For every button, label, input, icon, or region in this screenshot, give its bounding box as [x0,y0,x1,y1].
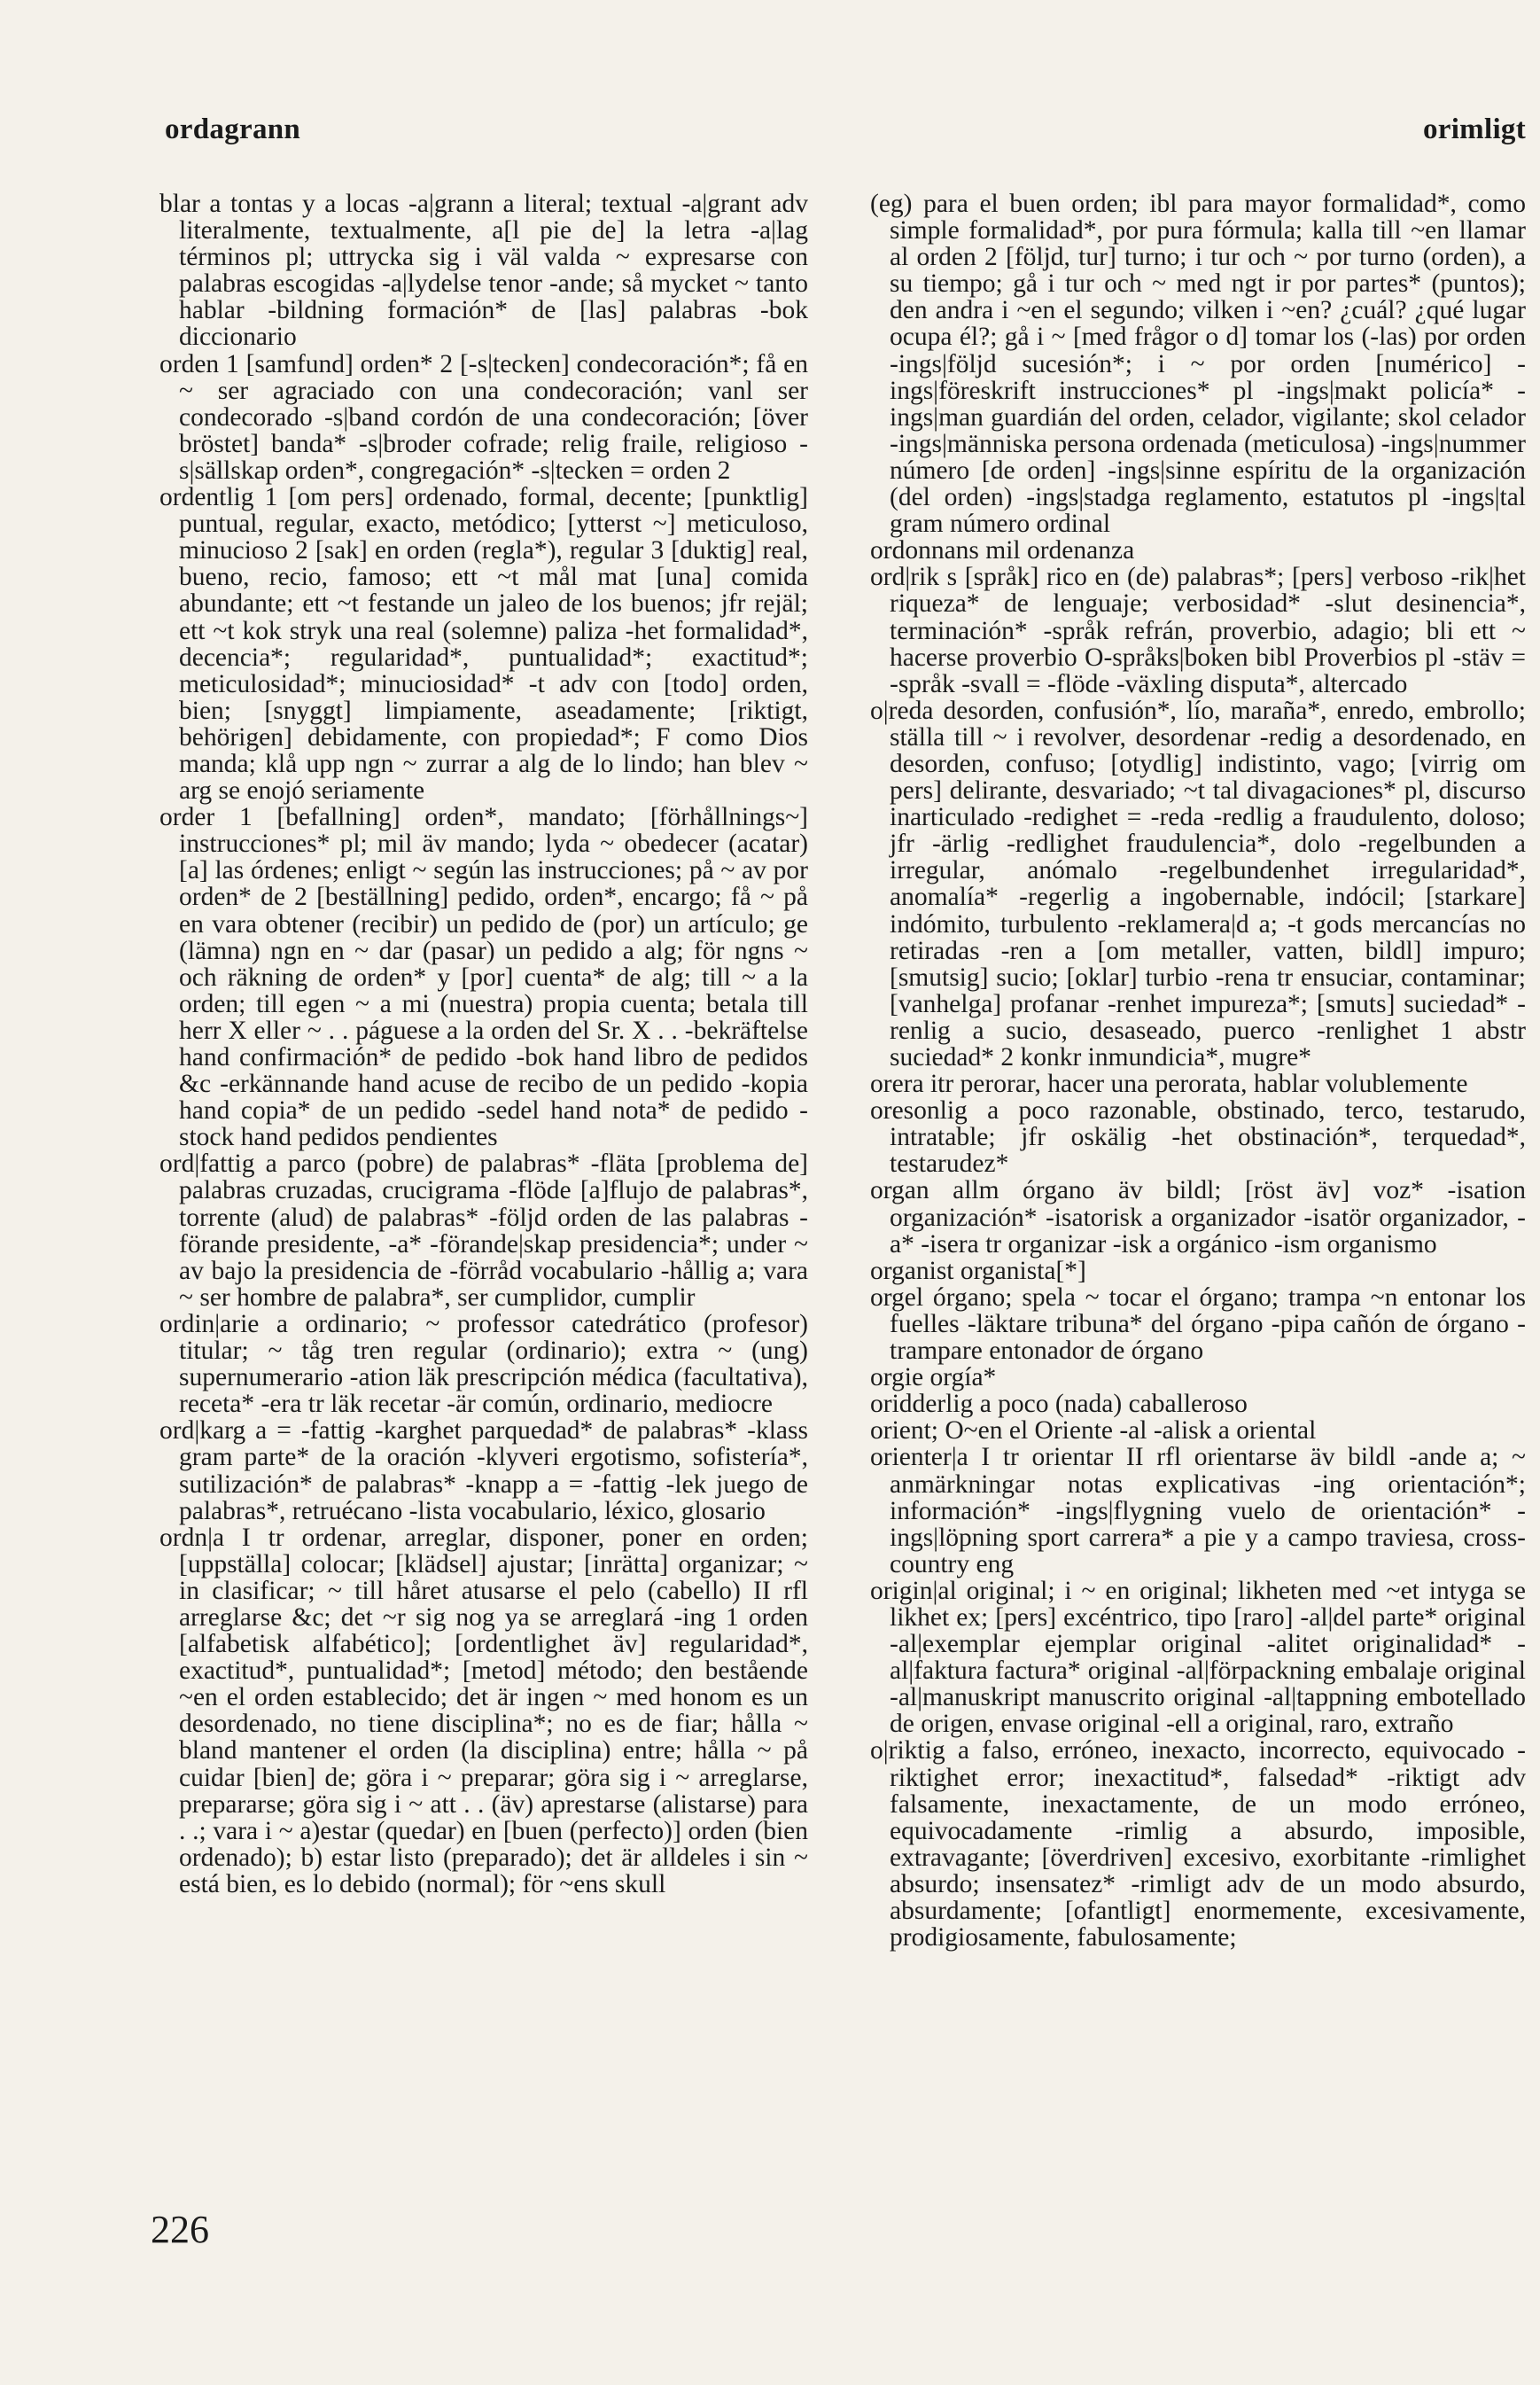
dictionary-entry: ordin|arie a ordinario; ~ professor catedrático (profesor) titular; ~ tåg tren regular (ordinario); extra ~ (ung) supernumerario -ation läk prescripción médica (facultativa), receta* -era tr läk recetar -är común, ordinario, mediocre [159,1309,808,1419]
dictionary-entry: orera itr perorar, hacer una perorata, hablar volublemente [870,1070,1468,1099]
running-head-left: ordagrann [165,113,301,145]
dictionary-entry: oridderlig a poco (nada) caballeroso [870,1390,1248,1419]
dictionary-entry: organ allm órgano äv bildl; [röst äv] voz* -isation organización* -isatorisk a organizador -isatör organizador, -a* -isera tr organizar -isk a orgánico -ism organismo [870,1176,1526,1259]
dictionary-entry: ordentlig 1 [om pers] ordenado, formal, decente; [punktlig] puntual, regular, exacto, metódico; [ytterst ~] meticuloso, minucioso 2 [sak] en orden (regla*), regular 3 [duktig] real, bueno, recio, famoso; ett ~t mål mat [una] comida abundante; ett ~t festande un jaleo de los buenos; jfr rejäl; ett ~t kok stryk una real (solemne) paliza -het formalidad*, decencia*; regularidad*, puntualidad*; exactitud*; meticulosidad*; minuciosidad* -t adv con [todo] orden, bien; [snyggt] limpiamente, aseadamente; [riktigt, behörigen] debidamente, con propiedad*; F como Dios manda; klå upp ngn ~ zurrar a alg de lo lindo; han blev ~ arg se enojó seriamente [159,483,808,806]
dictionary-entry: order 1 [befallning] orden*, mandato; [förhållnings~] instrucciones* pl; mil äv mando; lyda ~ obedecer (acatar) [a] las órdenes; enligt ~ según las instrucciones; på ~ av por orden* de 2 [beställning] pedido, orden*, encargo; få ~ på en vara obtener (recibir) un pedido de (por) un artículo; ge (lämna) ngn en ~ dar (pasar) un pedido a alg; för ngns ~ och räkning de orden* y [por] cuenta* de alg; till ~ a la orden; till egen ~ a mi (nuestra) propia cuenta; betala till herr X eller ~ . . páguese a la orden del Sr. X . . -bekräftelse hand confirmación* de pedido -bok hand libro de pedidos &c -erkännande hand acuse de recibo de un pedido -kopia hand copia* de un pedido -sedel hand nota* de pedido -stock hand pedidos pendientes [159,803,808,1152]
dictionary-entry: ord|rik s [språk] rico en (de) palabras*; [pers] verboso -rik|het riqueza* de lenguaje; verbosidad* -slut desinencia*, terminación* -språk refrán, proverbio, adagio; bli ett ~ hacerse proverbio O-språks|boken bibl Proverbios pl -stäv = -språk -svall = -flöde -växling disputa*, altercado [870,563,1526,698]
dictionary-entry: blar a tontas y a locas -a|grann a literal; textual -a|grant adv literalmente, textualmente, a[l pie de] la letra -a|lag términos pl; uttrycka sig i väl valda ~ expresarse con palabras escogidas -a|lydelse tenor -ande; så mycket ~ tanto hablar -bildning formación* de [las] palabras -bok diccionario [159,190,808,352]
right-column [870,191,1526,1951]
dictionary-entry: ordn|a I tr ordenar, arreglar, disponer, poner en orden; [uppställa] colocar; [klädsel] ajustar; [inrätta] organizar; ~ in clasificar; ~ till håret atusarse el pelo (cabello) II rfl arreglarse &c; det ~r sig nog ya se arreglará -ing 1 orden [alfabetisk alfabético]; [ordentlighet äv] regularidad*, exactitud*, puntualidad*; [metod] método; den bestående ~en el orden establecido; det är ingen ~ med honom es un desordenado, no tiene disciplina*; no es de fiar; hålla ~ bland mantener el orden (la disciplina) entre; hålla ~ på cuidar [bien] de; göra i ~ preparar; göra sig i ~ arreglarse, prepararse; göra sig i ~ att . . (äv) aprestarse (alistarse) para . .; vara i ~ a)estar (quedar) en [buen (perfecto)] orden (bien ordenado); b) estar listo (preparado); det är alldeles i sin ~ está bien, es lo debido (normal); för ~ens skull [159,1523,808,1898]
left-column [159,191,808,1898]
page-number: 226 [151,2208,209,2251]
dictionary-entry: o|reda desorden, confusión*, lío, maraña*, enredo, embrollo; ställa till ~ i revolver, desordenar -redig a desordenado, en desorden, confuso; [otydlig] indistinto, vago; [virrig om pers] delirante, desvariado; ~t tal divagaciones* pl, discurso inarticulado -redighet = -reda -redlig a fraudulento, doloso; jfr -ärlig -redlighet fraudulencia*, dolo -regelbunden a irregular, anómalo -regelbundenhet irregularidad*, anomalía* -regerlig a ingobernable, indócil; [starkare] indómito, turbulento -reklamera|d a; -t gods mercancías no retiradas -ren a [om metaller, vatten, bildl] impuro; [smutsig] sucio; [oklar] turbio -rena tr ensuciar, contaminar; [vanhelga] profanar -renhet impureza*; [smuts] suciedad* -renlig a sucio, desaseado, puerco -renlighet 1 abstr suciedad* 2 konkr inmundicia*, mugre* [870,696,1526,1072]
dictionary-entry: orgie orgía* [870,1363,997,1392]
dictionary-entry: orgel órgano; spela ~ tocar el órgano; trampa ~n entonar los fuelles -läktare tribuna* del órgano -pipa cañón de órgano -trampare entonador de órgano [870,1282,1526,1366]
dictionary-entry: organist organista[*] [870,1256,1086,1285]
dictionary-entry: orden 1 [samfund] orden* 2 [-s|tecken] condecoración*; få en ~ ser agraciado con una condecoración; vanl ser condecorado -s|band cordón de una condecoración; [över bröstet] banda* -s|broder cofrade; relig fraile, religioso -s|sällskap orden*, congregación* -s|tecken = orden 2 [159,349,808,485]
dictionary-entry: oresonlig a poco razonable, obstinado, terco, testarudo, intratable; jfr oskälig -het obstinación*, terquedad*, testarudez* [870,1096,1526,1179]
dictionary-entry: o|riktig a falso, erróneo, inexacto, incorrecto, equivocado -riktighet error; inexactitud*, falsedad* -riktigt adv falsamente, inexactamente, de un modo erróneo, equivocadamente -rimlig a absurdo, imposible, extravagante; [överdriven] excesivo, exorbitante -rimlighet absurdo; insensatez* -rimligt adv de un modo absurdo, absurdamente; [ofantligt] enormemente, excesivamente, prodigiosamente, fabulosamente; [870,1736,1526,1952]
dictionary-entry: (eg) para el buen orden; ibl para mayor formalidad*, como simple formalidad*, por pura fórmula; kalla till ~en llamar al orden 2 [följd, tur] turno; i tur och ~ por turno (orden), a su tiempo; gå i tur och ~ med ngt ir por partes* (puntos); den andra i ~en el segundo; vilken i ~en? ¿cuál? ¿qué lugar ocupa él?; gå i ~ [med frågor o d] tomar los (-las) por orden -ings|följd sucesión*; i ~ por orden [numérico] -ings|föreskrift instrucciones* pl -ings|makt policía* -ings|man guardián del orden, celador, vigilante; skol celador -ings|människa persona ordenada (meticulosa) -ings|nummer número [de orden] -ings|sinne espíritu de la organización (del orden) -ings|stadga reglamento, estatutos pl -ings|tal gram número ordinal [870,190,1526,539]
dictionary-entry: orient; O~en el Oriente -al -alisk a oriental [870,1416,1317,1446]
dictionary-entry: ord|fattig a parco (pobre) de palabras* -fläta [problema de] palabras cruzadas, crucigrama -flöde [a]flujo de palabras*, torrente (alud) de palabras* -följd orden de las palabras -förande presidente, -a* -förande|skap presidencia*; under ~ av bajo la presidencia de -förråd vocabulario -hållig a; vara ~ ser hombre de palabra*, ser cumplidor, cumplir [159,1150,808,1312]
dictionary-entry: origin|al original; i ~ en original; likheten med ~et intyga se likhet ex; [pers] excéntrico, tipo [raro] -al|del parte* original -al|exemplar ejemplar original -alitet originalidad* -al|faktura factura* original -al|förpackning embalaje original -al|manuskript manuscrito original -al|tappning embotellado de origen, envase original -ell a original, raro, extraño [870,1576,1526,1739]
dictionary-entry: ordonnans mil ordenanza [870,536,1135,565]
dictionary-entry: orienter|a I tr orientar II rfl orientarse äv bildl -ande a; ~ anmärkningar notas explicativas -ing orientación*; información* -ings|flygning vuelo de orientación* -ings|löpning sport carrera* a pie y a campo traviesa, cross-country eng [870,1443,1526,1578]
running-head-right: orimligt [1422,113,1526,145]
dictionary-entry: ord|karg a = -fattig -karghet parquedad* de palabras* -klass gram parte* de la oración -klyveri ergotismo, sofistería*, sutilización* de palabras* -knapp a = -fattig -lek juego de palabras*, retruécano -lista vocabulario, léxico, glosario [159,1416,808,1525]
